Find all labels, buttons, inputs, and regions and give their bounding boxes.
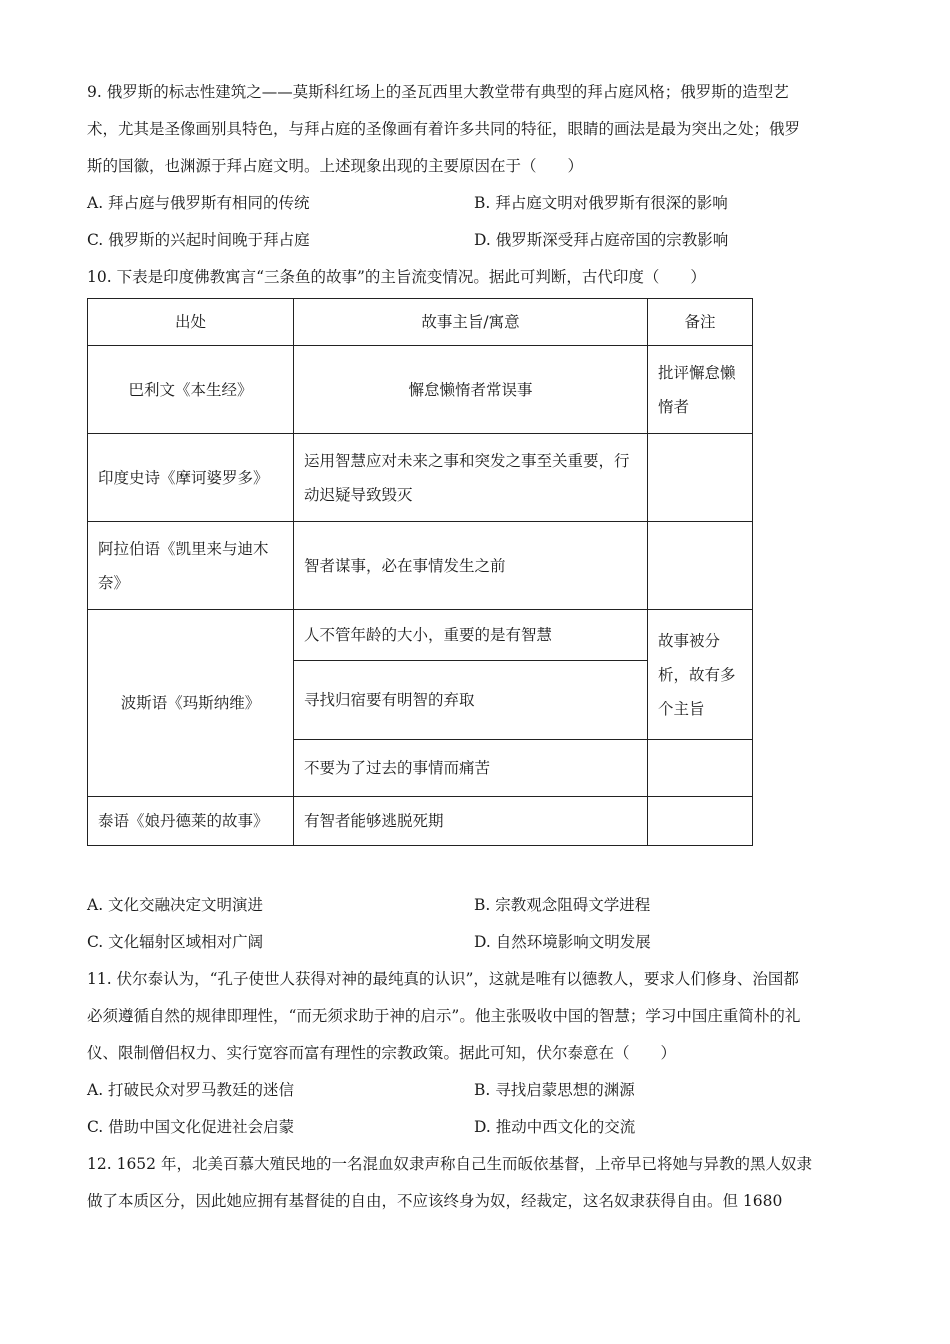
q9-stem-line-1: 9. 俄罗斯的标志性建筑之——莫斯科红场上的圣瓦西里大教堂带有典型的拜占庭风格；俄罗斯的造型艺 xyxy=(87,83,789,101)
q11-option-c[interactable]: C. 借助中国文化促进社会启蒙 xyxy=(87,1118,295,1136)
row2-theme: 运用智慧应对未来之事和突发之事至关重要，行动迟疑导致毁灭 xyxy=(294,434,648,522)
row3-note xyxy=(648,522,753,610)
q10-stem: 10. 下表是印度佛教寓言“三条鱼的故事”的主旨流变情况。据此可判断，古代印度（ ） xyxy=(87,268,706,286)
q11-option-d[interactable]: D. 推动中西文化的交流 xyxy=(474,1118,636,1136)
table-header-row xyxy=(88,299,753,346)
row5-theme: 有智者能够逃脱死期 xyxy=(294,797,648,846)
q10-option-a[interactable]: A. 文化交融决定文明演进 xyxy=(87,896,264,914)
row4-note-empty xyxy=(648,740,753,797)
q10-option-d[interactable]: D. 自然环境影响文明发展 xyxy=(474,933,651,951)
row3-source: 阿拉伯语《凯里来与迪木奈》 xyxy=(88,522,294,610)
row5-note xyxy=(648,797,753,846)
q11-option-a[interactable]: A. 打破民众对罗马教廷的迷信 xyxy=(87,1081,295,1099)
row4-theme-3: 不要为了过去的事情而痛苦 xyxy=(294,740,648,797)
q11-stem-line-2: 必须遵循自然的规律即理性，“而无须求助于神的启示”。他主张吸收中国的智慧；学习中国庄重简朴的礼 xyxy=(87,1007,801,1025)
header-note: 备注 xyxy=(648,299,753,346)
row4-theme-1: 人不管年龄的大小，重要的是有智慧 xyxy=(294,610,648,661)
header-theme: 故事主旨/寓意 xyxy=(294,299,648,346)
q9-option-d[interactable]: D. 俄罗斯深受拜占庭帝国的宗教影响 xyxy=(474,231,729,249)
row4-source: 波斯语《玛斯纳维》 xyxy=(88,610,294,797)
table-row xyxy=(88,434,753,522)
q9-stem-line-2: 术，尤其是圣像画别具特色，与拜占庭的圣像画有着许多共同的特征，眼睛的画法是最为突出之处；俄罗 xyxy=(87,120,801,138)
q11-option-b[interactable]: B. 寻找启蒙思想的渊源 xyxy=(474,1081,635,1099)
table-row xyxy=(88,522,753,610)
row5-source: 泰语《娘丹德莱的故事》 xyxy=(88,797,294,846)
header-source: 出处 xyxy=(88,299,294,346)
q11-stem-line-1: 11. 伏尔泰认为，“孔子使世人获得对神的最纯真的认识”，这就是唯有以德教人，要求人们修身、治国都 xyxy=(87,970,799,988)
table-row xyxy=(88,346,753,434)
table-row xyxy=(88,797,753,846)
q11-stem-line-3: 仪、限制僧侣权力、实行宽容而富有理性的宗教政策。据此可知，伏尔泰意在（ ） xyxy=(87,1044,677,1062)
q9-stem-line-3: 斯的国徽，也渊源于拜占庭文明。上述现象出现的主要原因在于（ ） xyxy=(87,157,584,175)
row1-theme: 懈怠懒惰者常误事 xyxy=(294,346,648,434)
q9-option-c[interactable]: C. 俄罗斯的兴起时间晚于拜占庭 xyxy=(87,231,310,249)
q10-option-c[interactable]: C. 文化辐射区域相对广阔 xyxy=(87,933,264,951)
table-row xyxy=(88,610,753,661)
story-table xyxy=(87,298,753,846)
row1-note: 批评懈怠懒惰者 xyxy=(648,346,753,434)
row4-theme-2: 寻找归宿要有明智的弃取 xyxy=(294,661,648,740)
q12-stem-line-2: 做了本质区分，因此她应拥有基督徒的自由，不应该终身为奴，经裁定，这名奴隶获得自由。但 1680 xyxy=(87,1192,783,1210)
q9-option-b[interactable]: B. 拜占庭文明对俄罗斯有很深的影响 xyxy=(474,194,728,212)
row1-source: 巴利文《本生经》 xyxy=(88,346,294,434)
row2-note xyxy=(648,434,753,522)
row4-note: 故事被分析，故有多个主旨 xyxy=(648,610,753,740)
row3-theme: 智者谋事，必在事情发生之前 xyxy=(294,522,648,610)
q9-option-a[interactable]: A. 拜占庭与俄罗斯有相同的传统 xyxy=(87,194,310,212)
row2-source: 印度史诗《摩诃婆罗多》 xyxy=(88,434,294,522)
q10-option-b[interactable]: B. 宗教观念阻碍文学进程 xyxy=(474,896,651,914)
q12-stem-line-1: 12. 1652 年，北美百慕大殖民地的一名混血奴隶声称自己生而皈依基督，上帝早已将她与异教的黑人奴隶 xyxy=(87,1155,812,1173)
